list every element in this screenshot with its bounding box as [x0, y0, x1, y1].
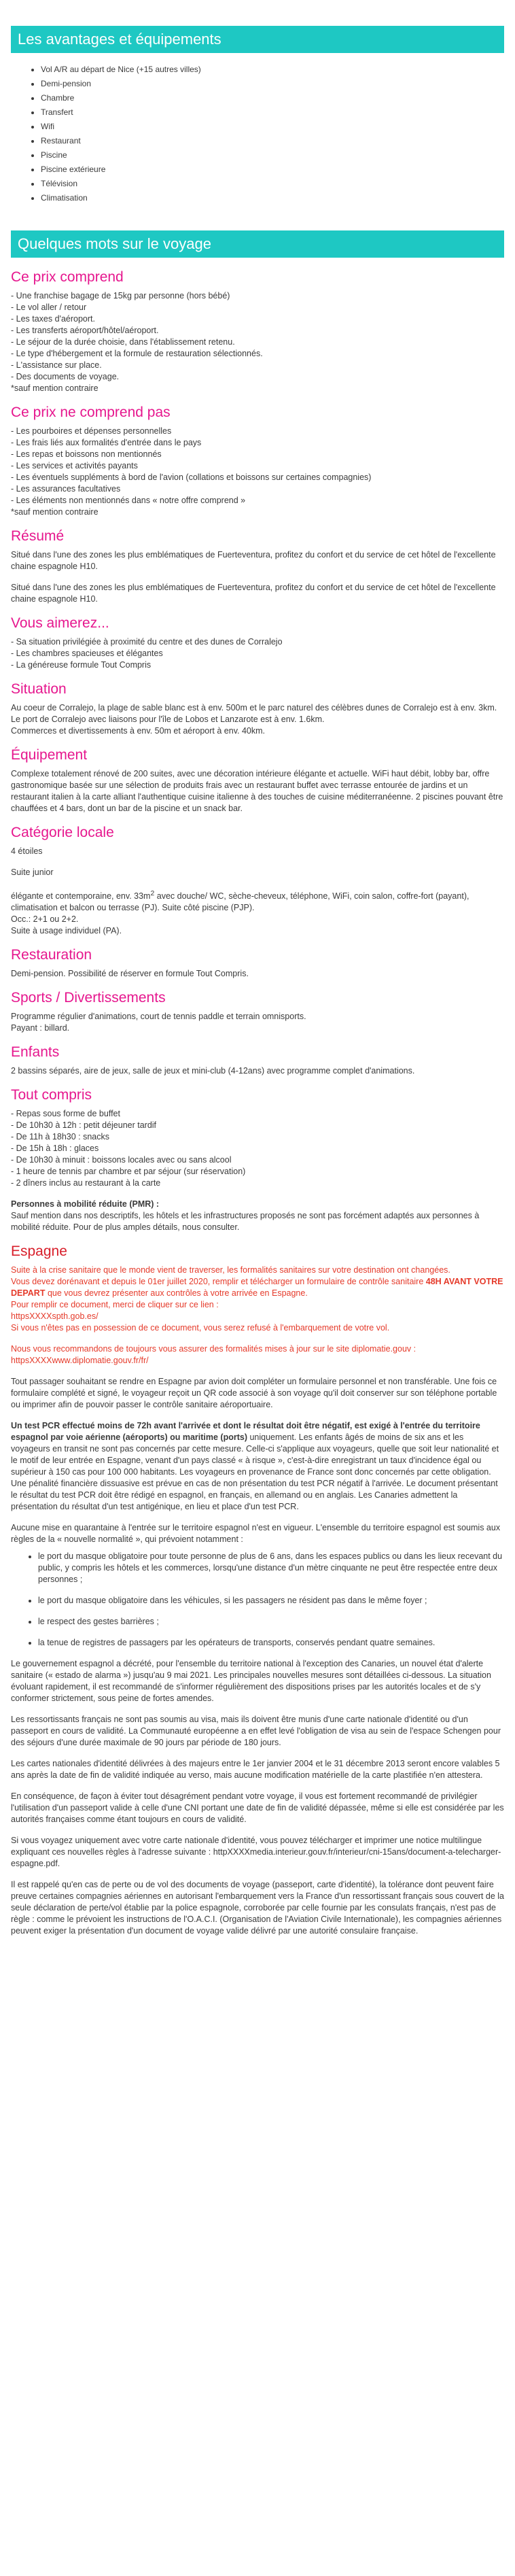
resume-paragraph: Situé dans l'une des zones les plus emblématiques de Fuerteventura, profitez du confort et du service de cet hôtel de l'excellente chaine espagnole H10.: [11, 550, 496, 571]
ne-comprend-title: Ce prix ne comprend pas: [11, 405, 171, 420]
pmr-text: Sauf mention dans nos descriptifs, les hôtels et les infrastructures proposés ne sont pas forcément adaptés aux personnes à mobilité réduite. Pour de plus amples détails, nous consulter.: [11, 1211, 480, 1233]
aimerez-title: Vous aimerez...: [11, 615, 109, 631]
espagne-p8: Si vous voyagez uniquement avec votre carte nationale d'identité, vous pouvez télécharger et imprimer une notice multilingue expliquant ces nouvelles règles à l'adresse suivante : httpXXXXmedia.interieur.gouv.fr/interieur/cni-15ans/document-a-telecharger-espagne.pdf.: [11, 1836, 501, 1869]
categorie-occ: Occ.: 2+1 ou 2+2.: [11, 914, 79, 925]
aimerez-list: [11, 636, 504, 671]
resume-text: [11, 549, 504, 605]
equipement-title: Équipement: [11, 747, 88, 763]
espagne-p6: Les cartes nationales d'identité délivrées à des majeurs entre le 1er janvier 2004 et le 31 décembre 2013 seront encore valables 5 ans après la date de fin de validité indiquée au verso, mais aucune modification matérielle de la carte plastifiée n'en attestera.: [11, 1759, 500, 1781]
rule-item: • le port du masque obligatoire pour toute personne de plus de 6 ans, dans les espaces publics ou dans les lieux recevant du public, y compris les hôtels et les commerces, lorsqu'une distance d'un mètre cinquante ne peut être respectée entre deux personnes ;: [38, 1551, 504, 1585]
espagne-p2-rest: uniquement. Les enfants âgés de moins de six ans et les voyageurs en transit ne sont pas concernés par cette mesure. Celle-ci s'applique aux voyageurs, quelle que soit leur nationalité et le motif de leur entrée en Espagne, venant d'un pays classé « à risque », c'est-à-dire enregistrant un taux d'incidence égal ou supérieur à 150 cas pour 100 000 habitants. Les voyageurs en provenance de France sont donc concernés par cette obligation. Une pénalité financière dissuasive est prévue en cas de non présentation du test PCR négatif à l'arrivée. Le document présentant le résultat du test PCR doit être rédigé en espagnol, en français, en allemand ou en anglais. Les Canaries admettent la présentation du résultat d'un test antigénique, en lieu et place d'un test PCR.: [11, 1432, 499, 1512]
enfants-title: Enfants: [11, 1044, 60, 1061]
list-line: - La généreuse formule Tout Compris: [11, 660, 152, 670]
espagne-rules-list: [11, 1551, 504, 1649]
espagne-alert-2a: Vous devez dorénavant et depuis le 01er juillet 2020, remplir et télécharger un formulaire de contrôle sanitaire: [11, 1277, 426, 1287]
espagne-alert-2c: que vous devrez présenter aux contrôles à votre arrivée en Espagne.: [45, 1288, 308, 1299]
list-line: - Les pourboires et dépenses personnelles: [11, 426, 172, 436]
list-line: - Les chambres spacieuses et élégantes: [11, 649, 163, 658]
list-line: - Les taxes d'aéroport.: [11, 314, 95, 324]
sports-line-2: Payant : billard.: [11, 1023, 70, 1033]
espagne-p5: Les ressortissants français ne sont pas soumis au visa, mais ils doivent être munis d'une carte nationale d'identité ou d'un passeport en cours de validité. La Communauté européenne a en effet levé l'obligation de visa au sein de l'espace Schengen pour des séjours d'une durée maximale de 90 jours par période de 180 jours.: [11, 1715, 501, 1748]
list-line: - Une franchise bagage de 15kg par personne (hors bébé): [11, 291, 230, 300]
list-line: *sauf mention contraire: [11, 383, 99, 393]
categorie-desc-a: élégante et contemporaine, env. 33m: [11, 891, 151, 901]
restauration-text: Demi-pension. Possibilité de réserver en formule Tout Compris.: [11, 969, 249, 979]
list-line: - L'assistance sur place.: [11, 360, 102, 370]
espagne-p9: Il est rappelé qu'en cas de perte ou de vol des documents de voyage (passeport, carte d'identité), la tolérance dont peuvent faire preuve certaines compagnies aériennes en autorisant l'embarquement vers la France d'un ressortissant français sous couvert de la seule déclaration de perte/vol établie par la police espagnole, corroborée par celle fournie par les consulats français, n'est pas de règle : comme le prévoient les instructions de l'O.A.C.I. (Organisation de l'Aviation Civile Internationale), les compagnies aériennes peuvent exiger la présentation d'un document de voyage valide délivré par une autorité consulaire française.: [11, 1880, 504, 1936]
resume-title: Résumé: [11, 528, 65, 544]
advantages-header: Les avantages et équipements: [11, 26, 504, 53]
categorie-desc-b: avec douche/ WC, sèche-cheveux, téléphone, WiFi, coin salon, coffre-fort (payant), climatisation et balcon ou terrasse (PJ). Suite côté piscine (PJP).: [11, 891, 469, 913]
list-line: *sauf mention contraire: [11, 507, 99, 517]
rule-item: • le port du masque obligatoire dans les véhicules, si les passagers ne résident pas dans le même foyer ;: [38, 1595, 504, 1607]
espagne-p1: Tout passager souhaitant se rendre en Espagne par avion doit compléter un formulaire personnel et non transférable. Une fois ce formulaire complété et signé, le voyageur reçoit un QR code associé à son voyage qu'il doit conserver sur son téléphone portable ou imprimer afin de pouvoir passer le contrôle sanitaire aéroportuaire.: [11, 1377, 497, 1410]
tout-compris-list: [11, 1108, 504, 1189]
categorie-suite: Suite junior: [11, 868, 54, 877]
advantage-item: • Télévision: [41, 178, 504, 189]
advantage-item: • Demi-pension: [41, 78, 504, 89]
categorie-title: Catégorie locale: [11, 825, 114, 840]
espagne-p2-bold: Un test PCR effectué moins de 72h avant l'arrivée et dont le résultat doit être négatif, est exigé à l'entrée du territoire espagnol par voie aérienne (aéroports) ou maritime (ports): [11, 1421, 480, 1443]
sports-line-1: Programme régulier d'animations, court de tennis paddle et terrain omnisports.: [11, 1012, 306, 1022]
categorie-single: Suite à usage individuel (PA).: [11, 926, 122, 936]
comprend-list: [11, 290, 504, 394]
categorie-desc-sup: 2: [150, 890, 155, 897]
list-line: - De 10h30 à 12h : petit déjeuner tardif: [11, 1120, 157, 1131]
advantage-item: • Piscine extérieure: [41, 164, 504, 175]
list-line: - De 10h30 à minuit : boissons locales avec ou sans alcool: [11, 1155, 232, 1165]
categorie-stars: 4 étoiles: [11, 846, 43, 856]
advantage-item: • Transfert: [41, 107, 504, 118]
espagne-title: Espagne: [11, 1243, 67, 1260]
list-line: - De 11h à 18h30 : snacks: [11, 1132, 109, 1142]
espagne-p4: Le gouvernement espagnol a décrété, pour l'ensemble du territoire national à l'exception des Canaries, un nouvel état d'alerte sanitaire (« estado de alarma ») jusqu'au 9 mai 2021. Les principales nouvelles mesures sont détaillées ci-dessous. La situation évoluant rapidement, il est recommandé de s'informer régulièrement des dispositions prises par les autorités locales et de s'y conformer strictement, sous peine de fortes amendes.: [11, 1659, 491, 1704]
espagne-alert-1: Suite à la crise sanitaire que le monde vient de traverser, les formalités sanitaires sur votre destination ont changées.: [11, 1265, 450, 1275]
espagne-alert-5: Si vous n'êtes pas en possession de ce document, vous serez refusé à l'embarquement de votre vol.: [11, 1323, 390, 1333]
list-line: - Sa situation privilégiée à proximité du centre et des dunes de Corralejo: [11, 637, 283, 647]
list-line: - Le type d'hébergement et la formule de restauration sélectionnés.: [11, 349, 263, 358]
advantage-item: • Piscine: [41, 150, 504, 160]
bottom-spacer: [11, 1946, 504, 1960]
situation-title: Situation: [11, 681, 67, 697]
rule-item: • le respect des gestes barrières ;: [38, 1616, 504, 1628]
page-content: [0, 26, 515, 1960]
resume-paragraph: Situé dans l'une des zones les plus emblématiques de Fuerteventura, profitez du confort et du service de cet hôtel de l'excellente chaine espagnole H10.: [11, 583, 496, 604]
advantage-item: • Chambre: [41, 92, 504, 103]
comprend-title: Ce prix comprend: [11, 269, 124, 285]
categorie-desc: [11, 888, 504, 914]
advantage-item: • Climatisation: [41, 192, 504, 203]
advantage-item: • Wifi: [41, 121, 504, 132]
list-line: - 1 heure de tennis par chambre et par séjour (sur réservation): [11, 1167, 246, 1177]
advantage-item: • Vol A/R au départ de Nice (+15 autres villes): [41, 64, 504, 75]
ne-comprend-list: [11, 426, 504, 518]
list-line: - Repas sous forme de buffet: [11, 1109, 120, 1119]
list-line: - 2 dîners inclus au restaurant à la carte: [11, 1178, 161, 1188]
rule-item: • la tenue de registres de passagers par les opérateurs de transports, conservés pendant quatre semaines.: [38, 1637, 504, 1649]
espagne-form-link[interactable]: httpsXXXXspth.gob.es/: [11, 1311, 99, 1322]
espagne-alert-2: [11, 1276, 504, 1299]
equipement-text: Complexe totalement rénové de 200 suites, avec une décoration intérieure élégante et actuelle. WiFi haut débit, lobby bar, offre gastronomique basée sur une sélection de produits frais avec un restaurant buffet avec terrasse entourée de jardins et un restaurant italien à la carte alliant l'authentique cuisine italienne à des touches de cuisine méditerranéenne. 2 piscines pouvant être chauffées et 4 bars, dont un bar de la piscine et un snack bar.: [11, 769, 503, 813]
list-line: - De 15h à 18h : glaces: [11, 1144, 99, 1154]
list-line: - Les éléments non mentionnés dans « notre offre comprend »: [11, 496, 246, 505]
espagne-alert: [11, 1265, 504, 1367]
list-line: - Les assurances facultatives: [11, 484, 121, 494]
voyage-header: Quelques mots sur le voyage: [11, 230, 504, 258]
espagne-p2: [11, 1420, 504, 1513]
advantages-list: [11, 64, 504, 203]
espagne-body: [11, 1376, 504, 1937]
tout-compris-title: Tout compris: [11, 1087, 92, 1103]
situation-text: Au coeur de Corralejo, la plage de sable blanc est à env. 500m et le parc naturel des célèbres dunes de Corralejo est à env. 3km. Le port de Corralejo avec liaisons pour l'île de Lobos et Lanzarote est à env. 1.6km.: [11, 703, 497, 724]
sports-title: Sports / Divertissements: [11, 990, 166, 1006]
advantage-item: • Restaurant: [41, 135, 504, 146]
list-line: - Le séjour de la durée choisie, dans l'établissement retenu.: [11, 337, 235, 347]
list-line: - Le vol aller / retour: [11, 303, 87, 312]
restauration-title: Restauration: [11, 947, 92, 963]
espagne-alert-6: Nous vous recommandons de toujours vous assurer des formalités mises à jour sur le site diplomatie.gouv : httpsXXXXwww.diplomatie.gouv.fr/fr/: [11, 1344, 416, 1366]
list-line: - Les services et activités payants: [11, 461, 138, 470]
enfants-text: 2 bassins séparés, aire de jeux, salle de jeux et mini-club (4-12ans) avec programme complet d'animations.: [11, 1066, 415, 1076]
list-line: - Des documents de voyage.: [11, 372, 120, 381]
list-line: - Les repas et boissons non mentionnés: [11, 449, 162, 459]
espagne-alert-2b: 48H AVANT VOTRE DEPART: [11, 1277, 503, 1299]
pmr-title: Personnes à mobilité réduite (PMR) :: [11, 1199, 160, 1209]
situation-text-2: Commerces et divertissements à env. 50m et aéroport à env. 40km.: [11, 726, 265, 736]
espagne-p7: En conséquence, de façon à éviter tout désagrément pendant votre voyage, il vous est fortement recommandé de privilégier l'utilisation d'un passeport valide à celle d'une CNI portant une date de fin de validité dépassée, même si elle est considérée par les autorités françaises comme étant toujours en cours de validité.: [11, 1791, 504, 1825]
list-line: - Les frais liés aux formalités d'entrée dans le pays: [11, 438, 202, 447]
list-line: - Les éventuels suppléments à bord de l'avion (collations et boissons sur certaines compagnies): [11, 473, 372, 482]
espagne-alert-3: Pour remplir ce document, merci de cliquer sur ce lien :: [11, 1300, 219, 1310]
espagne-p3: Aucune mise en quarantaine à l'entrée sur le territoire espagnol n'est en vigueur. L'ensemble du territoire espagnol est soumis aux règles de la « nouvelle normalité », qui prévoient notamment :: [11, 1523, 501, 1545]
list-line: - Les transferts aéroport/hôtel/aéroport.: [11, 326, 159, 335]
